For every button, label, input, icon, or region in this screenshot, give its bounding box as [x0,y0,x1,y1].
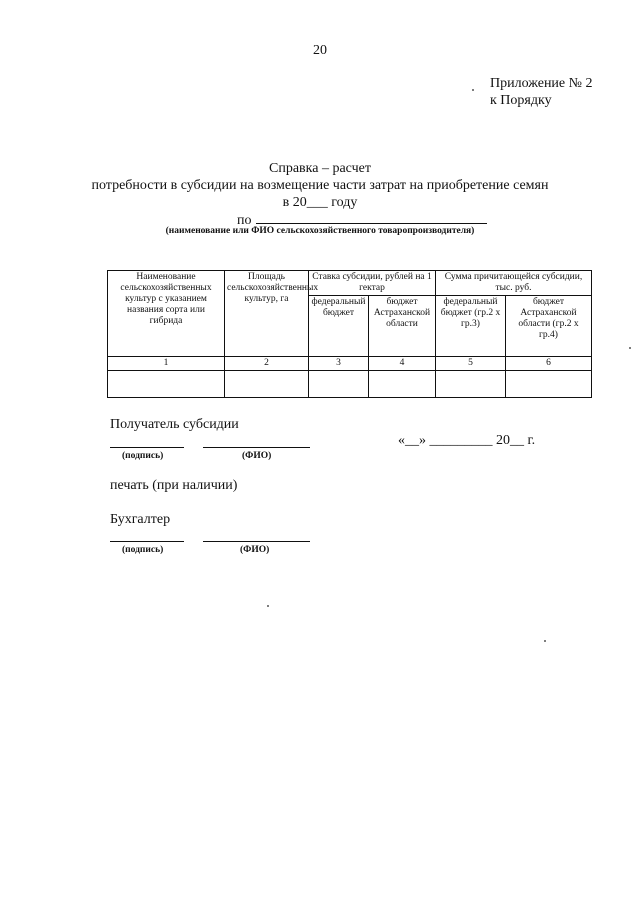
recipient-signature-caption: (подпись) [122,451,164,461]
column-number: 4 [369,357,436,371]
recipient-name-caption: (ФИО) [242,451,272,461]
title-line-1: Справка – расчет [269,161,371,176]
cell-crop-name[interactable] [108,371,225,398]
header-rate-regional: бюджет Астраханской области [369,296,436,357]
header-sum-regional: бюджет Астраханской области (гр.2 х гр.4) [506,296,592,357]
accountant-signature-line[interactable] [110,541,184,542]
scan-speck [472,89,474,91]
cell-rate-regional[interactable] [369,371,436,398]
cell-area[interactable] [225,371,309,398]
column-number: 3 [309,357,369,371]
header-subsidy-rate: Ставка субсидии, рублей на 1 гектар [309,271,436,296]
scan-speck [629,347,631,349]
table-header-row [108,271,592,296]
accountant-name-caption: (ФИО) [240,545,270,555]
column-number: 2 [225,357,309,371]
document-title [0,160,640,211]
cell-sum-regional[interactable] [506,371,592,398]
producer-name-blank[interactable] [256,210,487,224]
recipient-signature-line[interactable] [110,447,184,448]
header-rate-federal: федеральный бюджет [309,296,369,357]
appendix-line-1: Приложение № 2 [490,76,593,91]
producer-name-caption: (наименование или ФИО сельскохозяйственного товаропроизводителя) [165,226,475,236]
column-number-row [108,357,592,371]
appendix-line-2: к Порядку [490,93,552,108]
scan-speck [267,605,269,607]
header-subsidy-sum: Сумма причитающейся субсидии, тыс. руб. [436,271,592,296]
recipient-heading: Получатель субсидии [110,417,239,432]
title-line-2: потребности в субсидии на возмещение части затрат на приобретение семян [91,178,549,193]
accountant-heading: Бухгалтер [110,512,171,527]
column-number: 5 [436,357,506,371]
header-crop-name: Наименование сельскохозяйственных культур с указанием названия сорта или гибрида [108,271,225,357]
column-number: 1 [108,357,225,371]
seal-note: печать (при наличии) [110,478,238,493]
column-number: 6 [506,357,592,371]
recipient-name-line[interactable] [203,447,310,448]
accountant-name-line[interactable] [203,541,310,542]
header-area: Площадь сельскохозяйственных культур, га [225,271,309,357]
subsidy-calculation-table [107,270,592,398]
date-field[interactable]: «__» _________ 20__ г. [398,433,536,448]
header-sum-federal: федеральный бюджет (гр.2 х гр.3) [436,296,506,357]
cell-sum-federal[interactable] [436,371,506,398]
scan-speck [544,640,546,642]
cell-rate-federal[interactable] [309,371,369,398]
title-line-3: в 20___ году [282,195,358,210]
producer-name-prefix: по [237,213,252,228]
page-number: 20 [313,43,327,58]
appendix-reference [490,75,593,109]
accountant-signature-caption: (подпись) [122,545,164,555]
table-data-row[interactable] [108,371,592,398]
